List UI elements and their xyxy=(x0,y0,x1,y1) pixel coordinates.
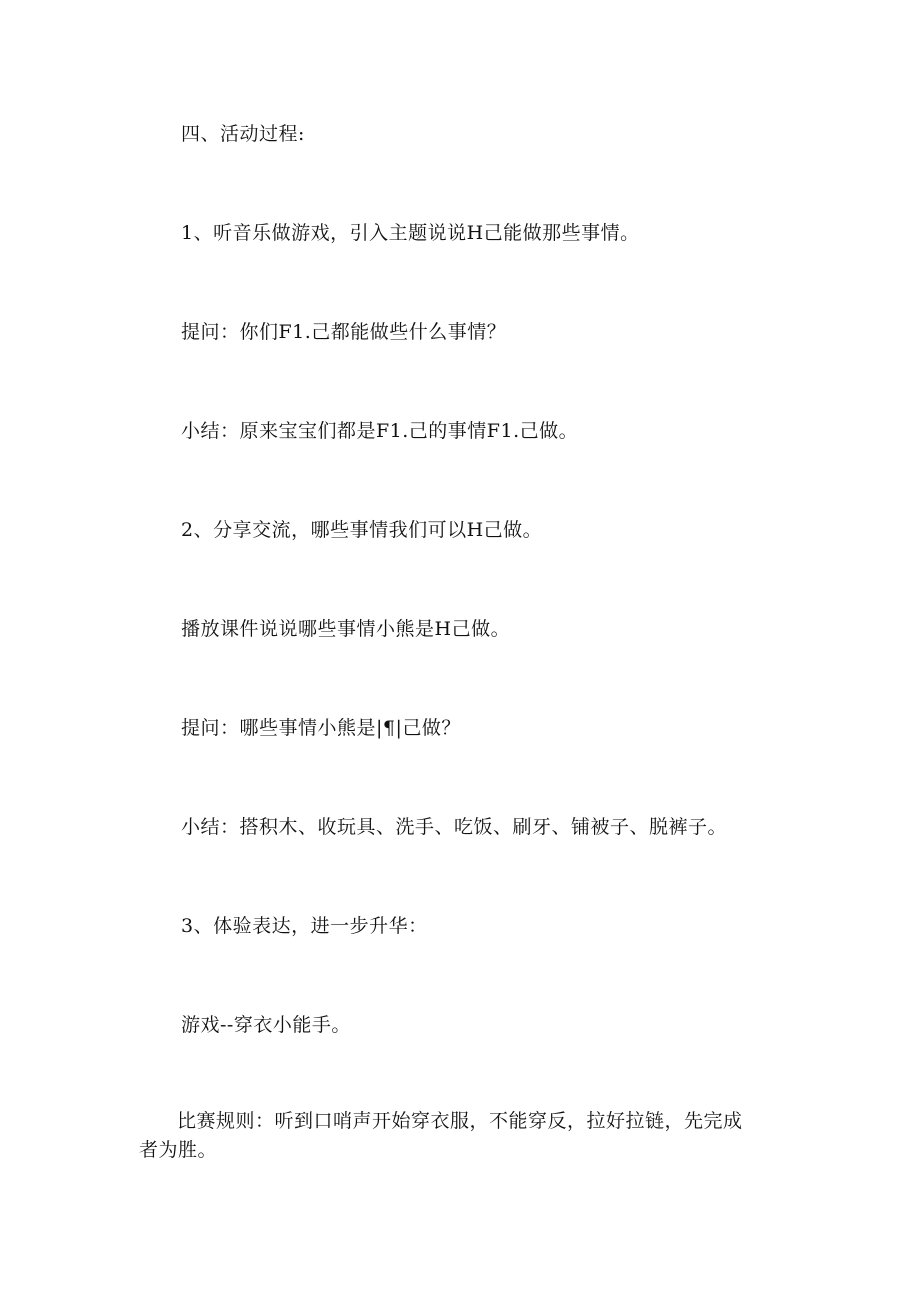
step-3-heading: 3、体验表达，进一步升华： xyxy=(181,915,428,937)
game-title: 游戏--穿衣小能手。 xyxy=(181,1014,351,1036)
step-2-heading: 2、分享交流，哪些事情我们可以H己做。 xyxy=(181,519,543,541)
step-1-heading: 1、听音乐做游戏，引入主题说说H己能做那些事情。 xyxy=(181,222,640,244)
question-2: 提问：哪些事情小熊是|¶|己做？ xyxy=(181,717,461,739)
summary-2: 小结：搭积木、收玩具、洗手、吃饭、刷牙、铺被子、脱裤子。 xyxy=(181,816,728,838)
courseware-line: 播放课件说说哪些事情小熊是H己做。 xyxy=(181,618,511,640)
rules-paragraph: 比赛规则：听到口哨声开始穿衣服，不能穿反，拉好拉链，先完成者为胜。 xyxy=(139,1110,743,1161)
summary-1: 小结：原来宝宝们都是F1.己的事情F1.己做。 xyxy=(181,420,579,442)
question-1: 提问：你们F1.己都能做些什么事情？ xyxy=(181,321,507,343)
section-heading: 四、活动过程: xyxy=(181,123,305,145)
